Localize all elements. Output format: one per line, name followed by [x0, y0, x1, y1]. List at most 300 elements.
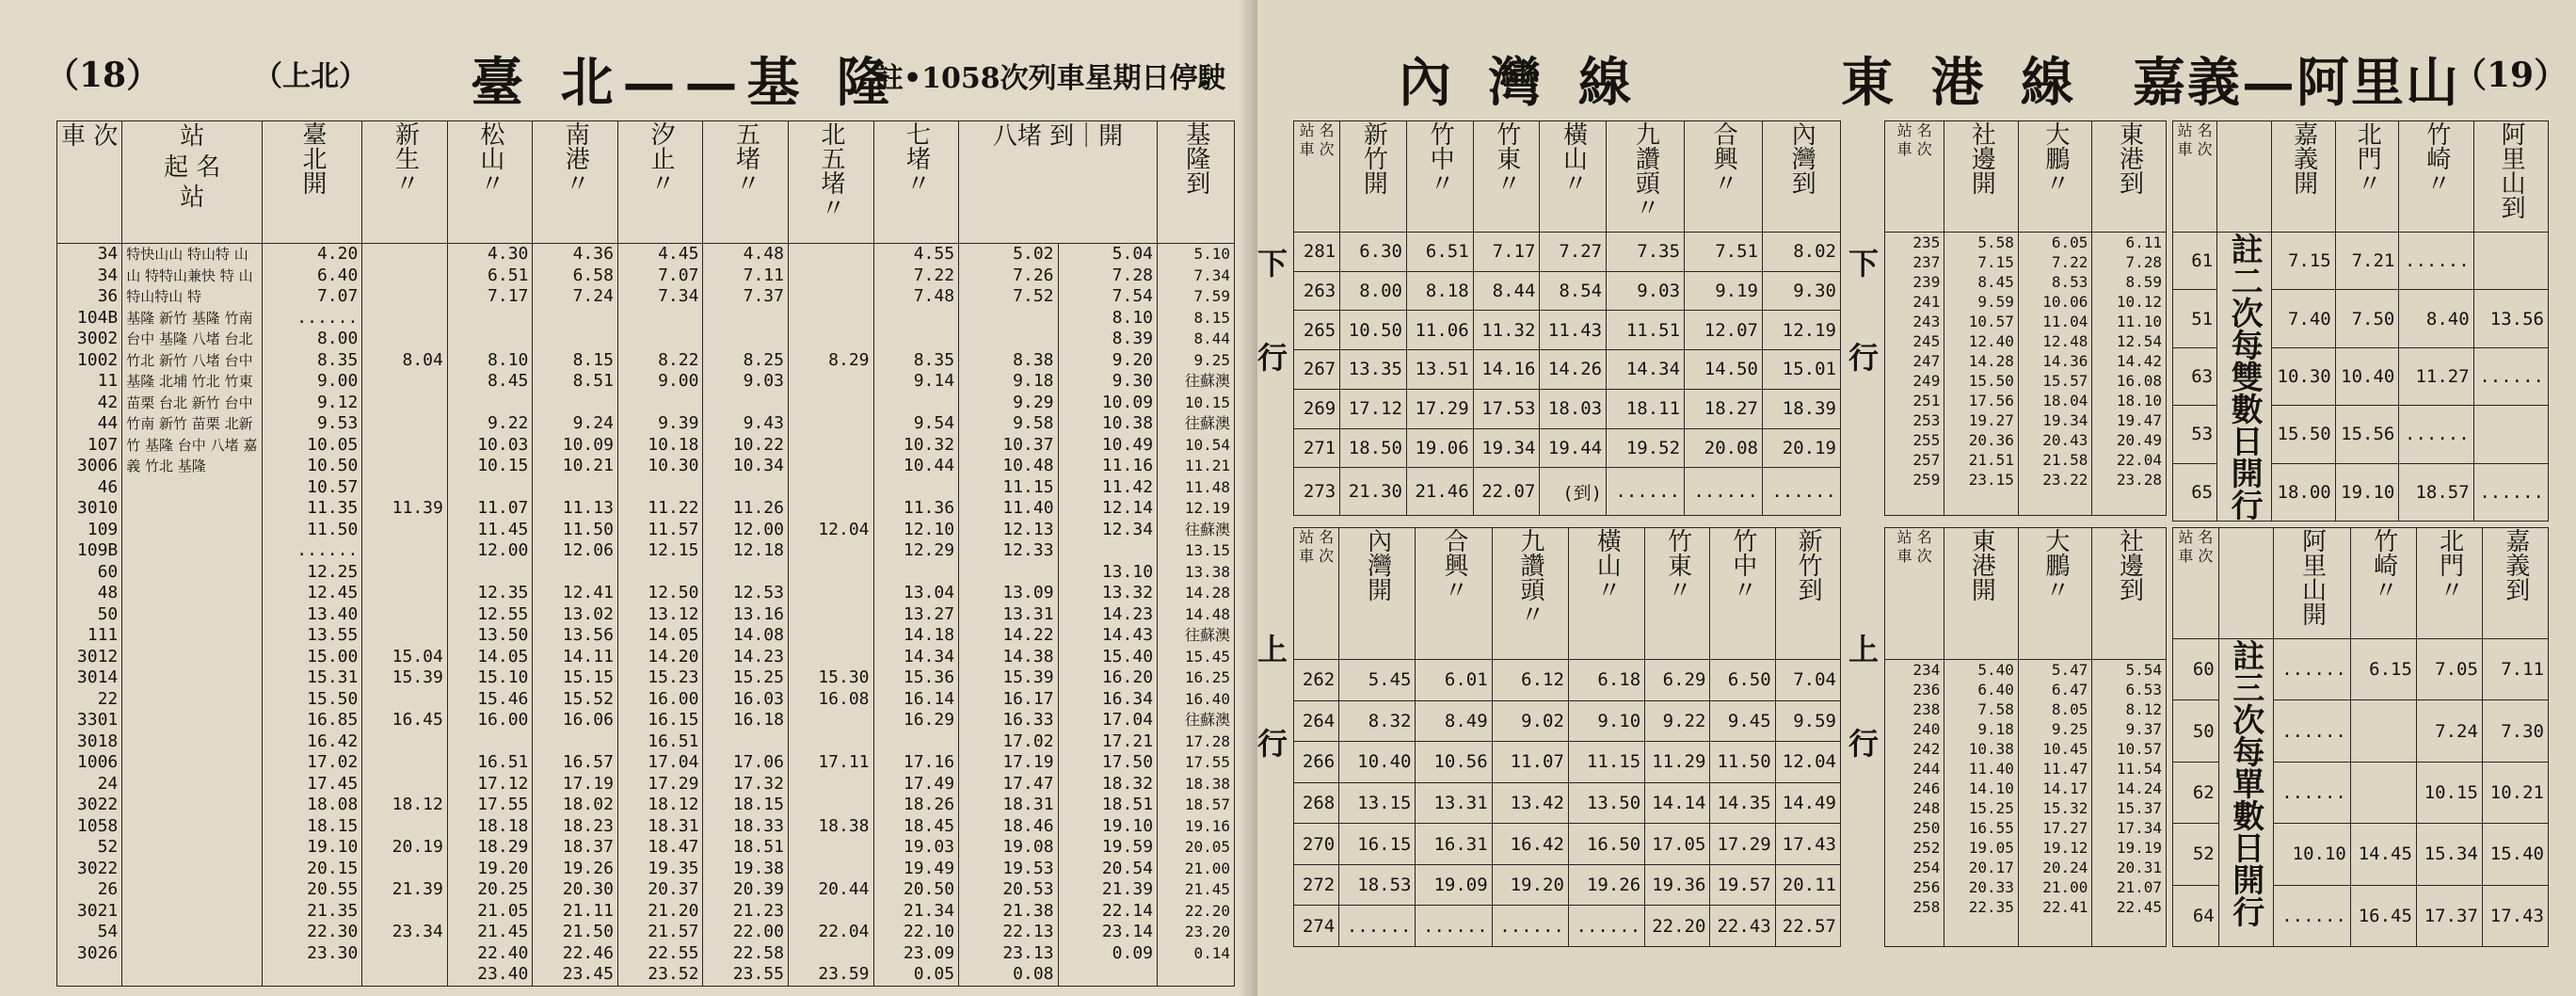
table-row — [2173, 233, 2549, 290]
suspension-note: 註•1058次列車星期日停駛 — [875, 62, 1226, 95]
time-cell: 10.21 — [2482, 762, 2548, 823]
header-bottom: 站 — [180, 184, 205, 212]
station-header — [362, 121, 448, 244]
train-types: 特快山山 特山特 山 山 特特山兼快 特 山特山特山 特 — [126, 246, 253, 305]
time-cell: 7.24 — [2416, 700, 2482, 762]
corner-station: 站 名 — [1299, 121, 1335, 139]
station-label: 新生〃 — [391, 121, 420, 195]
time-cell: 14.35 — [1710, 782, 1775, 824]
left-page-number: （18） — [45, 56, 161, 95]
time-cell: 7.51 — [1685, 233, 1763, 272]
station-label: 合興〃 — [1439, 528, 1468, 602]
times: 4.48 7.11 7.37 8.25 9.03 9.43 10.22 10.34 11.26 12.00 12.18 12.53 13.16 14.08 14.23 15.25 16.03 16.18 17.06 17.32 18.15 18.33 18.51 19.38 20.39 21.23 22.00 22.58 23.55 — [732, 244, 784, 984]
station-label: 阿里山到 — [2497, 121, 2526, 219]
time-cell: 11.27 — [2399, 347, 2473, 405]
time-cell: 17.43 — [2482, 885, 2548, 947]
time-cell: ...... — [2399, 406, 2473, 463]
station-header — [1775, 528, 1840, 660]
time-cell: ...... — [1568, 906, 1644, 947]
train-number-cell: 262 — [1294, 660, 1339, 701]
station-label: 阿里山開 — [2297, 528, 2327, 626]
station-header — [1607, 121, 1685, 233]
time-cell: (到) — [1540, 468, 1607, 516]
time-cell: 15.01 — [1762, 350, 1840, 390]
station-label: 社邊開 — [1967, 121, 1996, 195]
station-header — [2482, 528, 2548, 639]
time-cell: 18.39 — [1762, 389, 1840, 428]
time-cell: ...... — [1492, 906, 1568, 947]
time-cell: 14.34 — [1607, 350, 1685, 390]
alishan-line-title: 嘉義—阿里山 — [2133, 52, 2460, 114]
station-header — [1540, 121, 1607, 233]
time-cell: 18.53 — [1339, 864, 1416, 906]
time-cell: 8.02 — [1762, 233, 1840, 272]
neiwan-up-label: 上 行 — [1257, 632, 1288, 762]
time-cell: 7.05 — [2416, 639, 2482, 700]
station-label: 松山〃 — [475, 121, 504, 195]
train-number-cell: 60 — [2173, 639, 2219, 700]
time-cell: ...... — [2473, 347, 2548, 405]
time-column — [2092, 660, 2167, 947]
time-cell: 6.51 — [1406, 233, 1473, 272]
time-cell: 13.50 — [1568, 782, 1644, 824]
time-column — [873, 244, 959, 987]
alishan-down-table — [2172, 120, 2549, 522]
time-cell: 10.56 — [1416, 742, 1492, 783]
time-cell: 22.57 — [1775, 906, 1840, 947]
time-cell: 14.49 — [1775, 782, 1840, 824]
station-header — [2018, 121, 2092, 233]
station-header — [1645, 528, 1710, 660]
station-label: 東港開 — [1967, 528, 1996, 602]
time-cell: 19.36 — [1645, 864, 1710, 906]
station-header — [1158, 121, 1235, 244]
operation-note: 註二次每雙數日開行 — [2217, 233, 2272, 522]
station-label: 竹東〃 — [1492, 121, 1521, 195]
time-cell: 16.50 — [1568, 824, 1644, 865]
time-cell: 13.31 — [1416, 782, 1492, 824]
time-column — [2092, 233, 2167, 516]
time-cell: 16.31 — [1416, 824, 1492, 865]
time-cell: 6.15 — [2350, 639, 2416, 700]
time-cell: 13.15 — [1339, 782, 1416, 824]
station-label: 內灣開 — [1363, 528, 1392, 602]
time-cell: ...... — [1339, 906, 1416, 947]
time-cell: 19.10 — [2335, 463, 2399, 521]
time-column — [959, 244, 1058, 987]
train-number-cell: 273 — [1294, 468, 1340, 516]
station-header — [2473, 121, 2548, 233]
times: 5.04 7.28 7.54 8.10 8.39 9.20 9.30 10.09 10.38 10.49 11.16 11.42 12.14 12.34 13.10 13.32 14.23 14.43 15.40 16.20 16.34 17.04 17.21 17.50 18.32 18.51 19.10 19.59 20.54 21.39 22.14 23.14 0.09 — [1101, 244, 1154, 963]
time-column — [263, 244, 362, 987]
time-column — [703, 244, 789, 987]
train-number-cell: 265 — [1294, 311, 1340, 350]
time-cell — [2473, 406, 2548, 463]
station-header — [788, 121, 873, 244]
time-cell: 19.20 — [1492, 864, 1568, 906]
corner-header — [1294, 528, 1339, 660]
train-number-cell: 274 — [1294, 906, 1339, 947]
station-header — [2335, 121, 2399, 233]
time-cell: 7.35 — [1607, 233, 1685, 272]
time-cell: 9.59 — [1775, 700, 1840, 742]
time-column — [533, 244, 618, 987]
donggang-up-label: 上 行 — [1848, 632, 1880, 762]
time-cell: 7.50 — [2335, 290, 2399, 347]
taipei-keelung-table — [56, 120, 1235, 987]
corner-train: 車 次 — [1299, 547, 1335, 565]
train-origins: 基隆 新竹 基隆 竹南 台中 基隆 八堵 台北 竹北 新竹 八堵 台中 基隆 北埔 竹北 竹東 苗栗 台北 新竹 台中 竹南 新竹 苗栗 北新竹 基隆 台中 八堵 嘉義 竹北 基隆 — [126, 309, 258, 474]
time-cell: ...... — [2473, 463, 2548, 521]
time-cell: 20.19 — [1762, 428, 1840, 468]
times: 8.29 12.04 15.30 16.08 17.11 18.38 20.44 22.04 23.59 — [818, 349, 870, 984]
time-cell: 9.22 — [1645, 700, 1710, 742]
times: 5.54 6.53 8.12 9.37 10.57 11.54 14.24 15.37 17.34 19.19 20.31 21.07 22.45 — [2116, 661, 2162, 916]
time-cell: 10.10 — [2273, 824, 2350, 885]
corner-train: 車 次 — [1896, 140, 1932, 158]
time-cell: 19.52 — [1607, 428, 1685, 468]
time-cell: 12.19 — [1762, 311, 1840, 350]
station-label: 九讚頭〃 — [1631, 121, 1660, 219]
time-cell: 19.26 — [1568, 864, 1644, 906]
train-number-cell: 272 — [1294, 864, 1339, 906]
time-cell: 13.42 — [1492, 782, 1568, 824]
station-label: 臺北開 — [298, 121, 328, 195]
time-cell: 19.09 — [1416, 864, 1492, 906]
table-row — [1294, 906, 1841, 947]
time-cell: 12.07 — [1685, 311, 1763, 350]
left-page — [0, 0, 1257, 996]
time-cell: 7.30 — [2482, 700, 2548, 762]
station-header — [263, 121, 362, 244]
station-label: 七堵〃 — [902, 121, 931, 195]
donggang-line-title: 東 港 線 — [1841, 52, 2083, 114]
station-header — [2092, 121, 2167, 233]
time-cell — [2473, 233, 2548, 290]
station-header — [2416, 528, 2482, 639]
time-cell: 17.12 — [1340, 389, 1407, 428]
neiwan-up-table — [1293, 527, 1841, 947]
table-row — [1294, 782, 1841, 824]
time-cell: 7.11 — [2482, 639, 2548, 700]
station-header — [1944, 121, 2019, 233]
station-header — [1492, 528, 1568, 660]
table-row — [1294, 389, 1841, 428]
corner-train: 車 次 — [2177, 140, 2213, 158]
time-cell: 9.45 — [1710, 700, 1775, 742]
table-row — [1294, 700, 1841, 742]
station-header — [1762, 121, 1840, 233]
station-label: 橫山〃 — [1592, 528, 1622, 602]
time-column — [1058, 244, 1158, 987]
right-page — [1257, 0, 2576, 996]
time-cell: 5.45 — [1339, 660, 1416, 701]
station-label: 竹東〃 — [1663, 528, 1692, 602]
time-cell: 6.12 — [1492, 660, 1568, 701]
times: 5.47 6.47 8.05 9.25 10.45 11.47 14.17 15.32 17.27 19.12 20.24 21.00 22.41 — [2042, 661, 2088, 916]
corner-station: 站 名 — [1896, 121, 1932, 139]
time-cell: 16.15 — [1339, 824, 1416, 865]
times: 4.45 7.07 7.34 8.22 9.00 9.39 10.18 10.30 11.22 11.57 12.15 12.50 13.12 14.05 14.20 15.23 16.00 16.15 16.51 17.04 17.29 18.12 18.31 18.47 19.35 20.37 21.20 21.57 22.55 23.52 — [648, 244, 699, 984]
time-cell: 6.30 — [1340, 233, 1407, 272]
time-cell: ...... — [1416, 906, 1492, 947]
time-cell: 19.44 — [1540, 428, 1607, 468]
time-column — [1944, 660, 2019, 947]
train-numbers: 234 236 238 240 242 244 246 248 250 252 254 256 258 — [1912, 661, 1941, 916]
station-header — [1416, 528, 1492, 660]
train-number-column — [57, 244, 122, 987]
donggang-down-table — [1884, 120, 2167, 516]
station-header — [703, 121, 789, 244]
donggang-up-table — [1884, 527, 2167, 947]
time-cell: 19.34 — [1473, 428, 1540, 468]
station-header-badu: 八堵 到｜開 — [959, 121, 1158, 244]
time-cell: 15.40 — [2482, 824, 2548, 885]
time-cell: 9.02 — [1492, 700, 1568, 742]
note-header — [2217, 121, 2272, 233]
time-cell: 11.15 — [1568, 742, 1644, 783]
station-header — [1710, 528, 1775, 660]
train-number-cell: 52 — [2173, 824, 2219, 885]
corner-station: 站 名 — [2178, 528, 2214, 546]
station-label: 五堵〃 — [731, 121, 760, 195]
time-cell: 11.50 — [1710, 742, 1775, 783]
time-cell: 13.51 — [1406, 350, 1473, 390]
time-column — [362, 244, 448, 987]
corner-station: 站 名 — [2177, 121, 2213, 139]
time-cell: 6.29 — [1645, 660, 1710, 701]
time-cell: 19.06 — [1406, 428, 1473, 468]
time-cell: ...... — [2273, 700, 2350, 762]
time-cell: 22.43 — [1710, 906, 1775, 947]
corner-header — [2173, 121, 2217, 233]
station-header — [1568, 528, 1644, 660]
time-cell: 22.20 — [1645, 906, 1710, 947]
time-cell: 16.42 — [1492, 824, 1568, 865]
time-cell: 19.57 — [1710, 864, 1775, 906]
table-row — [1294, 271, 1841, 311]
station-header — [2273, 528, 2350, 639]
time-cell: 14.50 — [1685, 350, 1763, 390]
train-number-cell: 62 — [2173, 762, 2219, 823]
table-row — [1294, 864, 1841, 906]
table-row — [1294, 468, 1841, 516]
station-label: 基隆到 — [1181, 121, 1210, 195]
time-cell: 10.30 — [2272, 347, 2336, 405]
time-cell: 15.50 — [2272, 406, 2336, 463]
time-cell: 9.30 — [1762, 271, 1840, 311]
time-cell: 11.06 — [1406, 311, 1473, 350]
time-cell: 7.17 — [1473, 233, 1540, 272]
time-cell: 7.21 — [2335, 233, 2399, 290]
time-cell: 17.53 — [1473, 389, 1540, 428]
time-cell: 8.44 — [1473, 271, 1540, 311]
train-number-cell: 268 — [1294, 782, 1339, 824]
time-cell: ...... — [2399, 233, 2473, 290]
time-cell: 8.00 — [1340, 271, 1407, 311]
time-cell: 7.40 — [2272, 290, 2336, 347]
corner-train: 車 次 — [1299, 140, 1335, 158]
corner-header — [1885, 528, 1944, 660]
train-number-cell: 270 — [1294, 824, 1339, 865]
time-cell: 9.19 — [1685, 271, 1763, 311]
table-row — [1294, 824, 1841, 865]
time-cell: 9.10 — [1568, 700, 1644, 742]
station-label: 竹中〃 — [1728, 528, 1757, 602]
train-number-cell: 63 — [2173, 347, 2217, 405]
table-row — [1294, 428, 1841, 468]
train-number-column — [1885, 233, 1944, 516]
time-column — [617, 244, 703, 987]
station-label: 九讚頭〃 — [1516, 528, 1545, 626]
station-label: 嘉義開 — [2289, 121, 2318, 195]
station-label: 竹崎〃 — [2369, 528, 2398, 602]
corner-header — [1294, 121, 1340, 233]
station-label: 內灣到 — [1787, 121, 1816, 195]
time-cell: 18.00 — [2272, 463, 2336, 521]
time-cell: 11.07 — [1492, 742, 1568, 783]
station-label: 南港〃 — [561, 121, 590, 195]
time-cell: 18.11 — [1607, 389, 1685, 428]
time-column — [1944, 233, 2019, 516]
station-header — [1685, 121, 1763, 233]
times: 5.40 6.40 7.58 9.18 10.38 11.40 14.10 15.25 16.55 19.05 20.17 20.33 22.35 — [1968, 661, 2014, 916]
train-number-cell: 266 — [1294, 742, 1339, 783]
donggang-down-label: 下 行 — [1848, 246, 1880, 376]
time-cell: 10.40 — [2335, 347, 2399, 405]
train-number-cell: 50 — [2173, 700, 2219, 762]
time-cell: 10.40 — [1339, 742, 1416, 783]
station-label: 北五堵〃 — [817, 121, 845, 219]
time-cell: 6.18 — [1568, 660, 1644, 701]
station-label: 嘉義到 — [2501, 528, 2530, 602]
train-no-header: 車 次 — [57, 121, 122, 244]
time-cell: 18.27 — [1685, 389, 1763, 428]
station-label: 大鵬〃 — [2040, 121, 2070, 195]
time-cell: 8.40 — [2399, 290, 2473, 347]
origin-column — [122, 244, 263, 987]
corner-train: 車 次 — [2178, 547, 2214, 565]
corner-station: 站 名 — [1896, 528, 1932, 546]
station-label: 新竹到 — [1794, 528, 1823, 602]
station-label: 北門〃 — [2435, 528, 2464, 602]
train-number-cell: 281 — [1294, 233, 1340, 272]
train-number-column — [1885, 660, 1944, 947]
times: 5.10 7.34 7.59 8.15 8.44 9.25 往蘇澳 10.15 往蘇澳 10.54 11.21 11.48 12.19 往蘇澳 13.15 13.38 14.28 14.48 往蘇澳 15.45 16.25 16.40 往蘇澳 17.28 17.55 18.38 18.57 19.16 20.05 21.00 21.45 22.20 23.20 0.14 — [1184, 245, 1230, 962]
time-cell: 18.57 — [2399, 463, 2473, 521]
header-top: 站 — [180, 122, 205, 151]
time-cell: ...... — [1762, 468, 1840, 516]
time-cell: ...... — [2273, 762, 2350, 823]
time-cell: 17.37 — [2416, 885, 2482, 947]
corner-train: 車 次 — [1896, 547, 1932, 565]
time-column — [2018, 660, 2092, 947]
time-cell: ...... — [2273, 639, 2350, 700]
time-cell: 15.56 — [2335, 406, 2399, 463]
time-cell: 11.43 — [1540, 311, 1607, 350]
time-cell: 14.26 — [1540, 350, 1607, 390]
time-cell: 8.32 — [1339, 700, 1416, 742]
time-cell: 18.50 — [1340, 428, 1407, 468]
station-label: 竹崎〃 — [2422, 121, 2451, 195]
station-label: 竹中〃 — [1426, 121, 1455, 195]
train-number-cell: 61 — [2173, 233, 2217, 290]
time-cell: 13.35 — [1340, 350, 1407, 390]
time-cell: 8.54 — [1540, 271, 1607, 311]
time-cell: 20.08 — [1685, 428, 1763, 468]
corner-header — [1885, 121, 1944, 233]
station-header — [447, 121, 533, 244]
station-name-header — [122, 121, 263, 244]
train-number-cell: 65 — [2173, 463, 2217, 521]
alishan-up-table — [2172, 527, 2549, 947]
station-label: 社邊到 — [2115, 528, 2144, 602]
train-number-cell: 264 — [1294, 700, 1339, 742]
times: 4.55 7.22 7.48 8.35 9.14 9.54 10.32 10.44 11.36 12.10 12.29 13.04 13.27 14.18 14.34 15.36 16.14 16.29 17.16 17.49 18.26 18.45 19.03 19.49 20.50 21.34 22.10 23.09 0.05 — [903, 244, 955, 984]
time-cell: 9.03 — [1607, 271, 1685, 311]
table-row — [1294, 742, 1841, 783]
station-header — [1339, 528, 1416, 660]
times: 5.58 7.15 8.45 9.59 10.57 12.40 14.28 15.50 17.56 19.27 20.36 21.51 23.15 — [1968, 233, 2014, 489]
time-cell: 17.43 — [1775, 824, 1840, 865]
table-row — [1294, 350, 1841, 390]
station-label: 北門〃 — [2353, 121, 2382, 195]
time-cell: 10.15 — [2416, 762, 2482, 823]
train-number-cell: 64 — [2173, 885, 2219, 947]
station-header — [2272, 121, 2336, 233]
train-number-cell: 271 — [1294, 428, 1340, 468]
direction-label: （上北） — [254, 60, 367, 93]
times: 8.04 11.39 15.04 15.39 16.45 18.12 20.19 21.39 23.34 — [392, 349, 443, 941]
time-cell: 21.46 — [1406, 468, 1473, 516]
time-cell: 11.51 — [1607, 311, 1685, 350]
times: 4.20 6.40 7.07 ...... 8.00 8.35 9.00 9.12 9.53 10.05 10.50 10.57 11.35 11.50 ...... 12.25 12.45 13.40 13.55 15.00 15.31 15.50 16.85 16.42 17.02 17.45 18.08 18.15 19.10 20.15 20.55 21.35 22.30 23.30 — [296, 244, 359, 963]
station-header — [1944, 528, 2019, 660]
station-header — [873, 121, 959, 244]
train-number-cell: 51 — [2173, 290, 2217, 347]
neiwan-line-title: 內 灣 線 — [1399, 52, 1640, 114]
neiwan-down-label: 下 行 — [1257, 246, 1288, 376]
table-row — [1294, 233, 1841, 272]
times: 6.05 7.22 8.53 10.06 11.04 12.48 14.36 15.57 18.04 19.34 20.43 21.58 23.22 — [2042, 233, 2088, 489]
time-cell: 14.45 — [2350, 824, 2416, 885]
time-column — [788, 244, 873, 987]
time-cell: 18.03 — [1540, 389, 1607, 428]
time-column — [447, 244, 533, 987]
time-cell: 17.05 — [1645, 824, 1710, 865]
time-cell: 7.04 — [1775, 660, 1840, 701]
left-page-title: 臺 北——基 隆 — [471, 52, 899, 114]
time-cell: 7.15 — [2272, 233, 2336, 290]
station-header — [617, 121, 703, 244]
time-cell: 14.16 — [1473, 350, 1540, 390]
station-label: 橫山〃 — [1559, 121, 1588, 195]
time-cell: 11.32 — [1473, 311, 1540, 350]
time-cell: 6.01 — [1416, 660, 1492, 701]
time-cell: ...... — [2273, 885, 2350, 947]
time-cell: 8.18 — [1406, 271, 1473, 311]
times: 4.30 6.51 7.17 8.10 8.45 9.22 10.03 10.15 11.07 11.45 12.00 12.35 12.55 13.50 14.05 15.10 15.46 16.00 16.51 17.12 17.55 18.18 18.29 19.20 20.25 21.05 21.45 22.40 23.40 — [477, 244, 529, 984]
station-label: 合興〃 — [1709, 121, 1738, 195]
times: 5.02 7.26 7.52 8.38 9.18 9.29 9.58 10.37 10.48 11.15 11.40 12.13 12.33 13.09 13.31 14.22 14.38 15.39 16.17 16.33 17.02 17.19 17.47 18.31 18.46 19.08 19.53 20.53 21.38 22.13 23.13 0.08 — [1002, 244, 1054, 984]
time-cell: 21.30 — [1340, 468, 1407, 516]
station-header — [1473, 121, 1540, 233]
time-cell: 17.29 — [1710, 824, 1775, 865]
table-row — [1294, 660, 1841, 701]
operation-note: 註三次每單數日開行 — [2218, 639, 2273, 947]
note-header — [2218, 528, 2273, 639]
train-number-cell: 267 — [1294, 350, 1340, 390]
